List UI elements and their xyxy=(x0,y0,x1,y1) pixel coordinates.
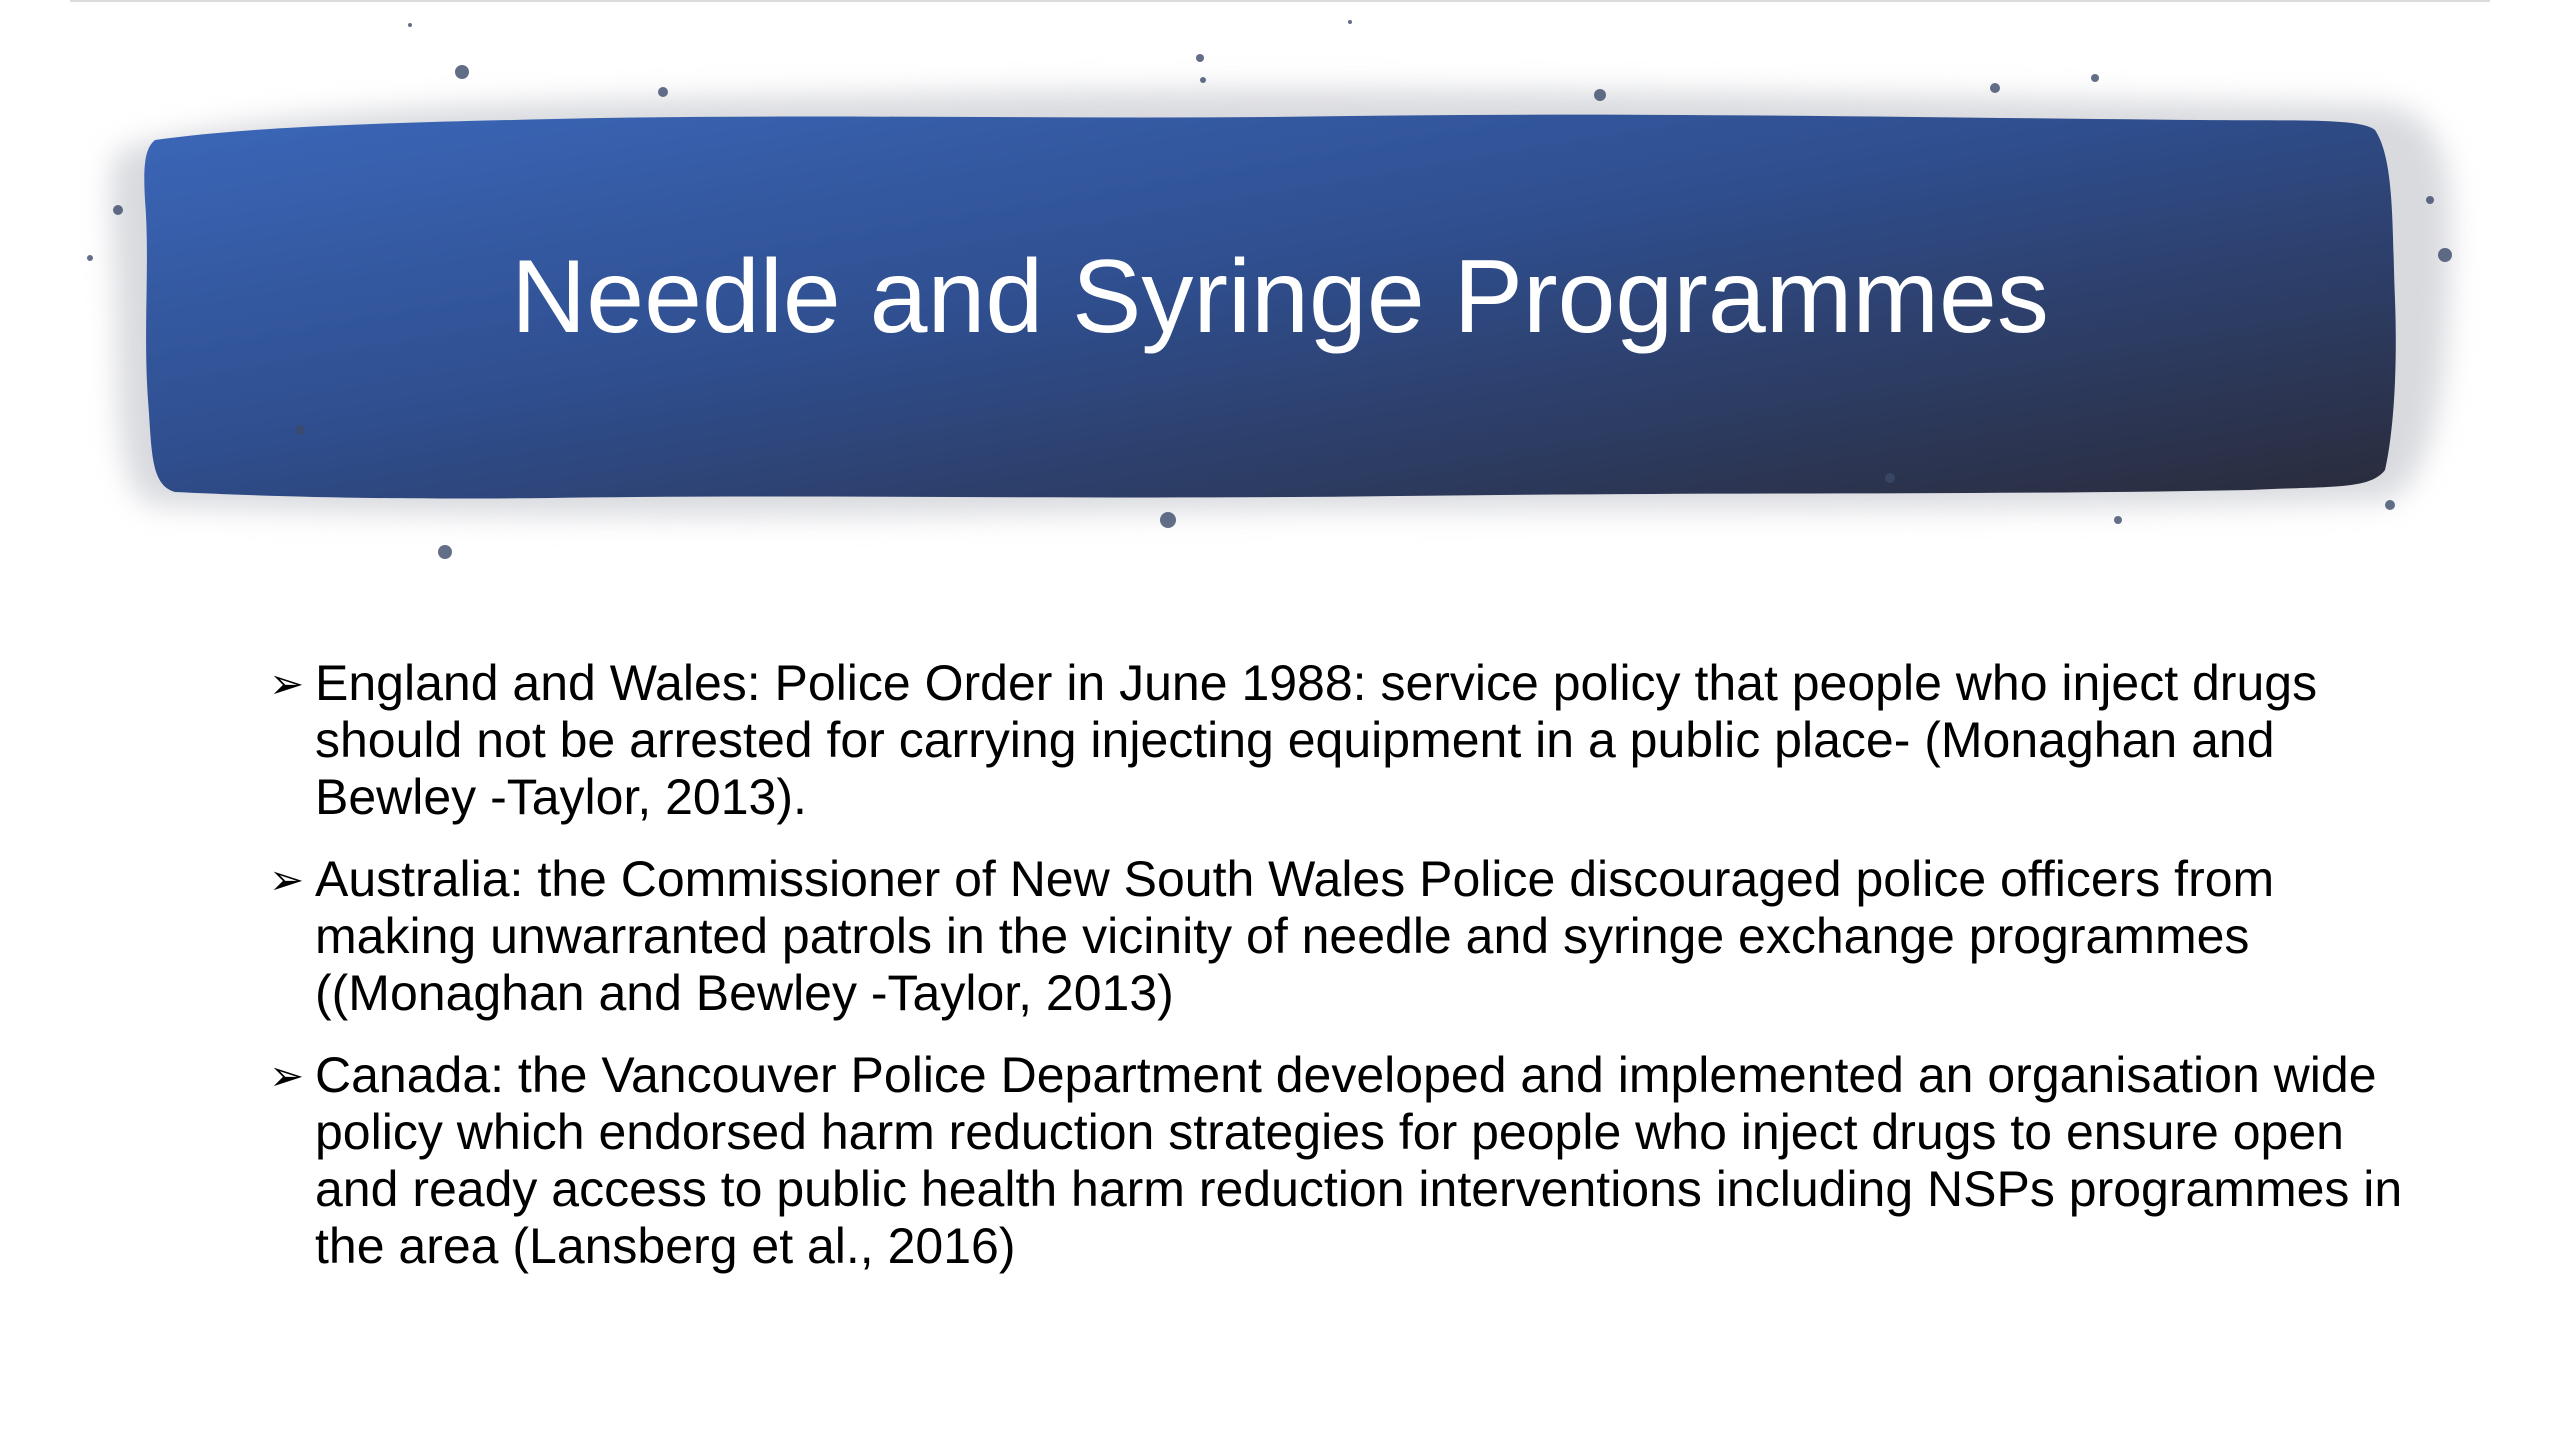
bullet-list xyxy=(265,655,2415,1300)
bullet-item-australia xyxy=(265,851,2415,1022)
bullet-item-canada xyxy=(265,1047,2415,1275)
arrow-bullet-icon: ➢ xyxy=(269,1051,305,1100)
bullet-text: Canada: the Vancouver Police Department developed and implemented an organisation wide policy which endorsed harm reduction strategies for people who inject drugs to ensure open and ready access to public health harm reduction interventions including NSPs programmes in the area (Lansberg et al., 2016) xyxy=(315,1047,2403,1274)
bullet-text: England and Wales: Police Order in June 1988: service policy that people who inject drugs should not be arrested for carrying injecting equipment in a public place- (Monaghan and Bewley -Taylor, 2013). xyxy=(315,655,2318,825)
arrow-bullet-icon: ➢ xyxy=(269,659,305,708)
bullet-text: Australia: the Commissioner of New South Wales Police discouraged police officers from making unwarranted patrols in the vicinity of needle and syringe exchange programmes ((Monaghan and Bewley -Taylor, 2013) xyxy=(315,851,2275,1021)
bullet-item-england-wales xyxy=(265,655,2415,826)
arrow-bullet-icon: ➢ xyxy=(269,855,305,904)
slide-title: Needle and Syringe Programmes xyxy=(511,239,2049,355)
